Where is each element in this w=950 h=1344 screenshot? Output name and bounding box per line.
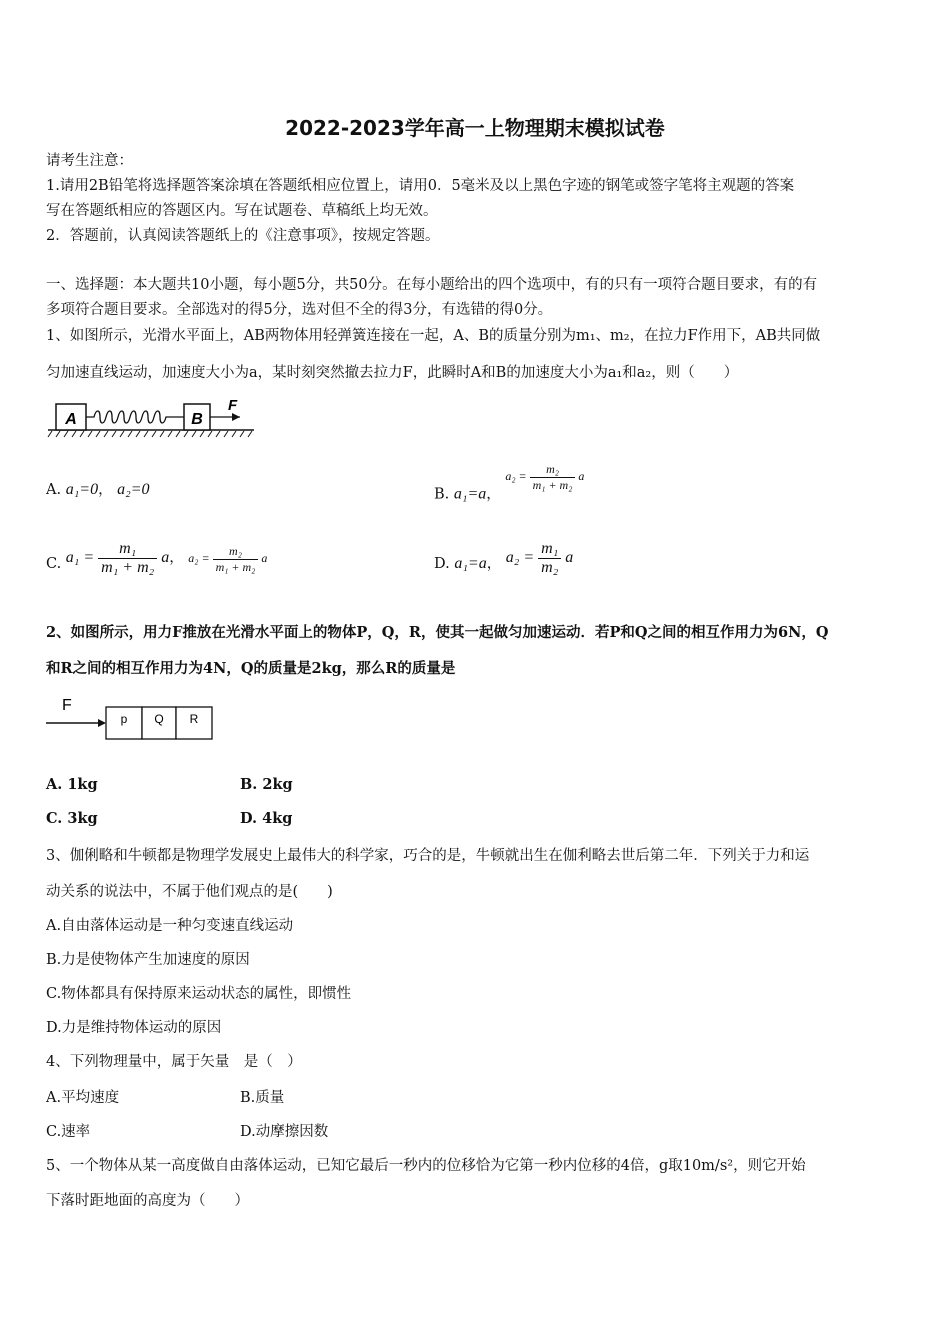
q1-option-c [46, 540, 267, 577]
q1-option-d-sep: ， [486, 556, 502, 573]
q2-figure-blocks [44, 692, 216, 742]
section-intro-line1: 一、选择题：本大题共10小题，每小题5分，共50分。在每小题给出的四个选项中，有的只有一项符合题目要求，有的有 [46, 277, 818, 293]
q2-option-c: C. 3kg [46, 810, 98, 827]
q2-stem-line1: 2、如图所示，用力F推放在光滑水平面上的物体P，Q，R，使其一起做匀加速运动．若P和Q之间的相互作用力为6N，Q [46, 624, 829, 641]
block-r-label: R [189, 712, 199, 726]
q1-option-c-sep: ， [169, 550, 184, 567]
q4-option-c: C.速率 [46, 1124, 91, 1140]
q3-stem-line2: 动关系的说法中，不属于他们观点的是( ) [46, 884, 333, 900]
q1-option-a-sep: ， [98, 482, 113, 498]
q1-stem-line1: 1、如图所示，光滑水平面上，AB两物体用轻弹簧连接在一起，A、B的质量分别为m₁、m₂，在拉力F作用下，AB共同做 [46, 328, 821, 344]
force-label-f: F [228, 397, 238, 414]
q1-option-a-expr2: a₂=0 [117, 481, 150, 498]
notice-item1-b: 写在答题纸相应的答题区内。写在试题卷、草稿纸上均无效。 [46, 203, 438, 219]
page-title: 2022-2023学年高一上物理期末模拟试卷 [285, 116, 665, 140]
q1-option-b-expr1: a₁=a [453, 485, 487, 503]
q1-option-c-expr1: a₁ = $\frac{\text{m₁}}{\text{m₁ + m₂}}$ a [65, 540, 170, 576]
q3-option-c: C.物体都具有保持原来运动状态的属性，即惯性 [46, 986, 352, 1002]
q1-option-b-sep: ， [486, 486, 501, 503]
q1-option-c-label: C. [46, 556, 62, 573]
q2-option-d: D. 4kg [240, 810, 293, 827]
q3-option-a: A.自由落体运动是一种匀变速直线运动 [46, 918, 294, 934]
block-p-label: p [120, 712, 128, 726]
section-intro-line2: 多项符合题目要求。全部选对的得5分，选对但不全的得3分，有选错的得0分。 [46, 302, 553, 318]
q4-option-a: A.平均速度 [46, 1090, 120, 1106]
q5-stem-line2: 下落时距地面的高度为（ ） [46, 1193, 249, 1209]
q5-stem-line1: 5、一个物体从某一高度做自由落体运动，已知它最后一秒内的位移恰为它第一秒内位移的4倍，g取10m/s²，则它开始 [46, 1158, 806, 1174]
q3-stem-line1: 3、伽俐略和牛顿都是物理学发展史上最伟大的科学家，巧合的是，牛顿就出生在伽利略去世后第二年．下列关于力和运 [46, 848, 810, 864]
q3-option-d: D.力是维持物体运动的原因 [46, 1020, 222, 1036]
q1-option-d [434, 540, 573, 577]
q1-option-b-expr2: a₂ = $\frac{\text{m₂}}{\text{m₁ + m₂}}$ a [505, 462, 585, 492]
notice-item2: 2．答题前，认真阅读答题纸上的《注意事项》，按规定答题。 [46, 228, 440, 244]
notice-heading: 请考生注意： [46, 153, 133, 169]
q1-option-b-fraction: $\frac{\text{m₂}}{\text{m₁ + m₂}}$ [530, 462, 576, 493]
q1-option-c-fraction1: $\frac{\text{m₁}}{\text{m₁ + m₂}}$ [98, 540, 157, 577]
q1-option-c-fraction2: $\frac{\text{m₂}}{\text{m₁ + m₂}}$ [213, 544, 259, 575]
q1-option-d-fraction: $\frac{\text{m₁}}{\text{m₂}}$ [538, 540, 561, 577]
q1-option-b [434, 462, 584, 503]
q1-option-d-expr2: a₂ = $\frac{\text{m₁}}{\text{m₂}}$ a [505, 540, 574, 576]
q1-option-a-label: A. [46, 482, 62, 498]
q4-option-d: D.动摩擦因数 [240, 1124, 329, 1140]
q1-option-a-expr1: a₁=0 [65, 481, 99, 498]
q1-stem-line2: 匀加速直线运动，加速度大小为a，某时刻突然撤去拉力F，此瞬时A和B的加速度大小为a₁和a₂，则（ ） [46, 365, 739, 381]
block-b-label: B [191, 411, 203, 428]
force-label-f: F [62, 697, 72, 714]
q1-option-d-expr1: a₁=a [454, 555, 487, 573]
q2-option-b: B. 2kg [240, 776, 293, 793]
q2-stem-line2: 和R之间的相互作用力为4N，Q的质量是2kg，那么R的质量是 [46, 660, 456, 677]
q1-option-c-expr2: a₂ = $\frac{\text{m₂}}{\text{m₁ + m₂}}$ a [188, 543, 268, 574]
q4-option-b: B.质量 [240, 1090, 285, 1106]
notice-item1-a: 1.请用2B铅笔将选择题答案涂填在答题纸相应位置上，请用0．5毫米及以上黑色字迹的钢笔或签字笔将主观题的答案 [46, 178, 795, 194]
q1-figure-spring-blocks [46, 394, 256, 442]
q4-stem: 4、下列物理量中，属于矢量 是（ ） [46, 1054, 302, 1070]
spring [86, 411, 184, 423]
q2-option-a: A. 1kg [46, 776, 98, 793]
block-q-label: Q [154, 712, 164, 726]
q3-option-b: B.力是使物体产生加速度的原因 [46, 952, 250, 968]
q1-option-b-label: B. [434, 486, 450, 503]
q1-option-d-label: D. [434, 556, 450, 573]
block-a-label: A [65, 411, 77, 428]
q1-option-a [46, 478, 150, 499]
